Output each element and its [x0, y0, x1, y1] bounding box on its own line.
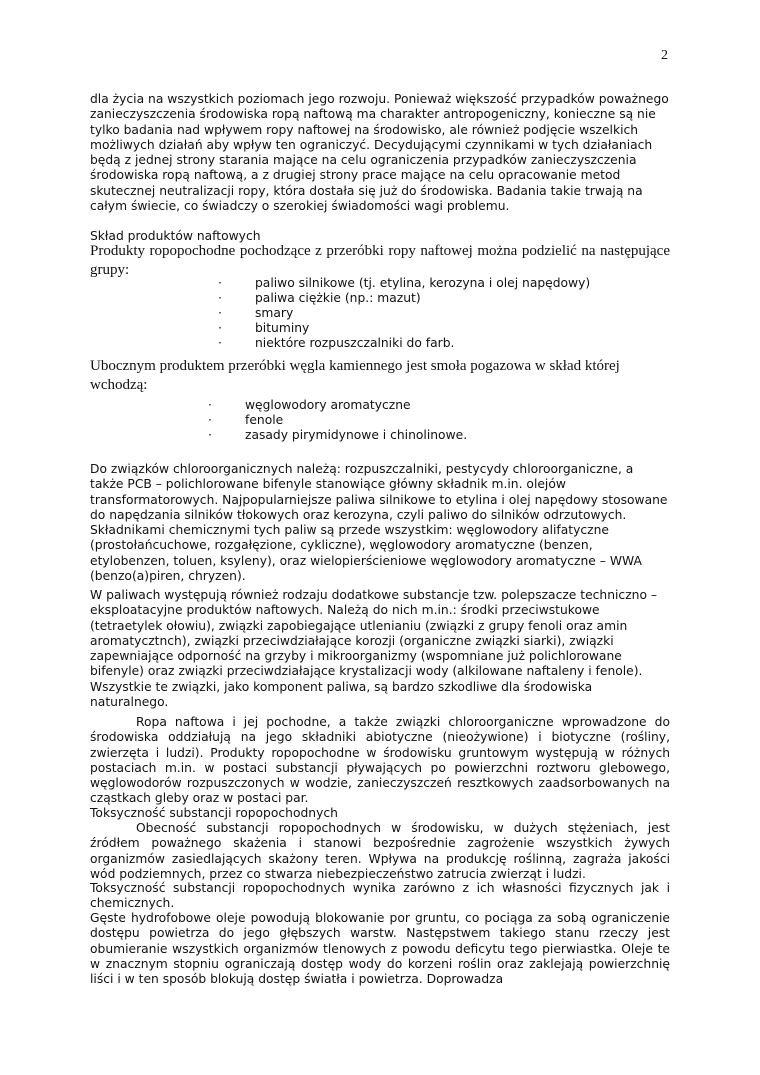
paragraph-toksycznosc: Toksyczność substancji ropopochodnych wynika zarówno z ich własności fizycznych jak i chemicznych.	[90, 881, 670, 911]
paragraph-obecnosc: Obecność substancji ropopochodnych w środowisku, w dużych stężeniach, jest źródłem poważnego skażenia i stanowi bezpośrednie zagrożenie wszystkich żywych organizmów zasiedlających skażony teren. Wpływa na produkcję roślinną, zagraża jakości wód podziemnych, przez co stwarza niebezpieczeństwo zatrucia zwierząt i ludzi.	[90, 821, 670, 881]
paragraph-oleje: Gęste hydrofobowe oleje powodują blokowanie por gruntu, co pociąga za sobą ograniczenie dostępu powietrza do jego głębszych warstw. Następstwem takiego stanu rzeczy jest obumieranie wszystkich organizmów tlenowych z powodu deficytu tego pierwiastka. Oleje te w znacznym stopniu ograniczają dostęp wody do korzeni roślin oraz zaklejają powierzchnię liści i w ten sposób blokują dostęp światła i powietrza. Doprowadza	[90, 911, 670, 987]
list-item: · niektóre rozpuszczalniki do farb.	[218, 336, 455, 350]
heading-toksycznosc: Toksyczność substancji ropopochodnych	[90, 806, 338, 820]
list-item: · zasady pirymidynowe i chinolinowe.	[208, 428, 468, 442]
list-item: · bituminy	[218, 321, 310, 335]
bullet-icon: ·	[218, 306, 222, 320]
list-item: · paliwa ciężkie (np.: mazut)	[218, 291, 421, 305]
list-item: · fenole	[208, 413, 284, 427]
list-product-groups	[218, 276, 590, 351]
list-item: · smary	[218, 306, 294, 320]
bullet-icon: ·	[218, 336, 222, 350]
paragraph-intro: dla życia na wszystkich poziomach jego rozwoju. Ponieważ większość przypadków poważnego zanieczyszczenia środowiska ropą naftową ma charakter antropogeniczny, konieczne są nie tylko badania nad wpływem ropy naftowej na środowisko, ale również podjęcie wszelkich możliwych działań aby wpływ ten ograniczyć. Decydującymi czynnikami w tych działaniach będą z jednej strony starania mające na celu ograniczenia przypadków zanieczyszczenia środowiska ropą naftową, a z drugiej strony prace mające na celu opracowanie metod skutecznej neutralizacji ropy, która dostała się już do środowiska. Badania takie trwają na całym świecie, co świadczy o szerokiej świadomości wagi problemu.	[90, 92, 669, 214]
bullet-icon: ·	[218, 321, 222, 335]
bullet-icon: ·	[208, 428, 212, 442]
paragraph-produkty: Produkty ropopochodne pochodzące z przeróbki ropy naftowej można podzielić na następujące grupy:	[90, 243, 670, 278]
bullet-icon: ·	[218, 276, 222, 290]
bullet-icon: ·	[208, 398, 212, 412]
paragraph-dodatki: W paliwach występują również rodzaju dodatkowe substancje tzw. polepszacze techniczno – eksploatacyjne produktów naftowych. Należą do nich m.in.: środki przeciwstukowe (tetraetylek ołowiu), związki zapobiegające utlenianiu (związki z grupy fenoli oraz amin aromatycztnch), związki przeciwdziałające korozji (organiczne związki siarki), związki zapewniające odporność na grzyby i mikroorganizmy (wspomniane już polichlorowane bifenyle) oraz związki przeciwdziałające krystalizacji wody (alkilowane naftaleny i fenole). Wszystkie te związki, jako komponent paliwa, są bardzo szkodliwe dla środowiska naturalnego.	[90, 588, 658, 710]
paragraph-smola: Ubocznym produktem przeróbki węgla kamiennego jest smoła pogazowa w skład której wchodzą:	[90, 358, 620, 393]
paragraph-chloroorganiczne: Do związków chloroorganicznych należą: rozpuszczalniki, pestycydy chloroorganiczne, a także PCB – polichlorowane bifenyle stanowiące główny składnik m.in. olejów transformatorowych. Najpopularniejsze paliwa silnikowe to etylina i olej napędowy stosowane do napędzania silników tłokowych oraz kerozyna, czyli paliwo do silników odrzutowych. Składnikami chemicznymi tych paliw są przede wszystkim: węglowodory alifatyczne (prostołańcuchowe, rozgałęzione, cykliczne), węglowodory aromatyczne (benzen, etylobenzen, toluen, ksyleny), oraz wielopierścieniowe węglowodory aromatyczne – WWA (benzo(a)piren, chryzen).	[90, 462, 668, 584]
paragraph-ropa: Ropa naftowa i jej pochodne, a także związki chloroorganiczne wprowadzone do środowiska oddziałują na jego składniki abiotyczne (nieożywione) i biotyczne (rośliny, zwierzęta i ludzi). Produkty ropopochodne w środowisku gruntowym występują w różnych postaciach m.in. w postaci substancji pływających po powierzchni roztworu glebowego, węglowodorów rozpuszczonych w wodzie, zanieczyszczeń resztkowych zaadsorbowanych na cząstkach gleby oraz w postaci par.	[90, 715, 670, 806]
bullet-icon: ·	[218, 291, 222, 305]
list-tar-components	[208, 398, 467, 443]
bullet-icon: ·	[208, 413, 212, 427]
page-number: 2	[661, 48, 668, 63]
list-item: · paliwo silnikowe (tj. etylina, kerozyna i olej napędowy)	[218, 276, 591, 290]
list-item: · węglowodory aromatyczne	[208, 398, 411, 412]
heading-sklad: Skład produktów naftowych	[90, 229, 261, 243]
